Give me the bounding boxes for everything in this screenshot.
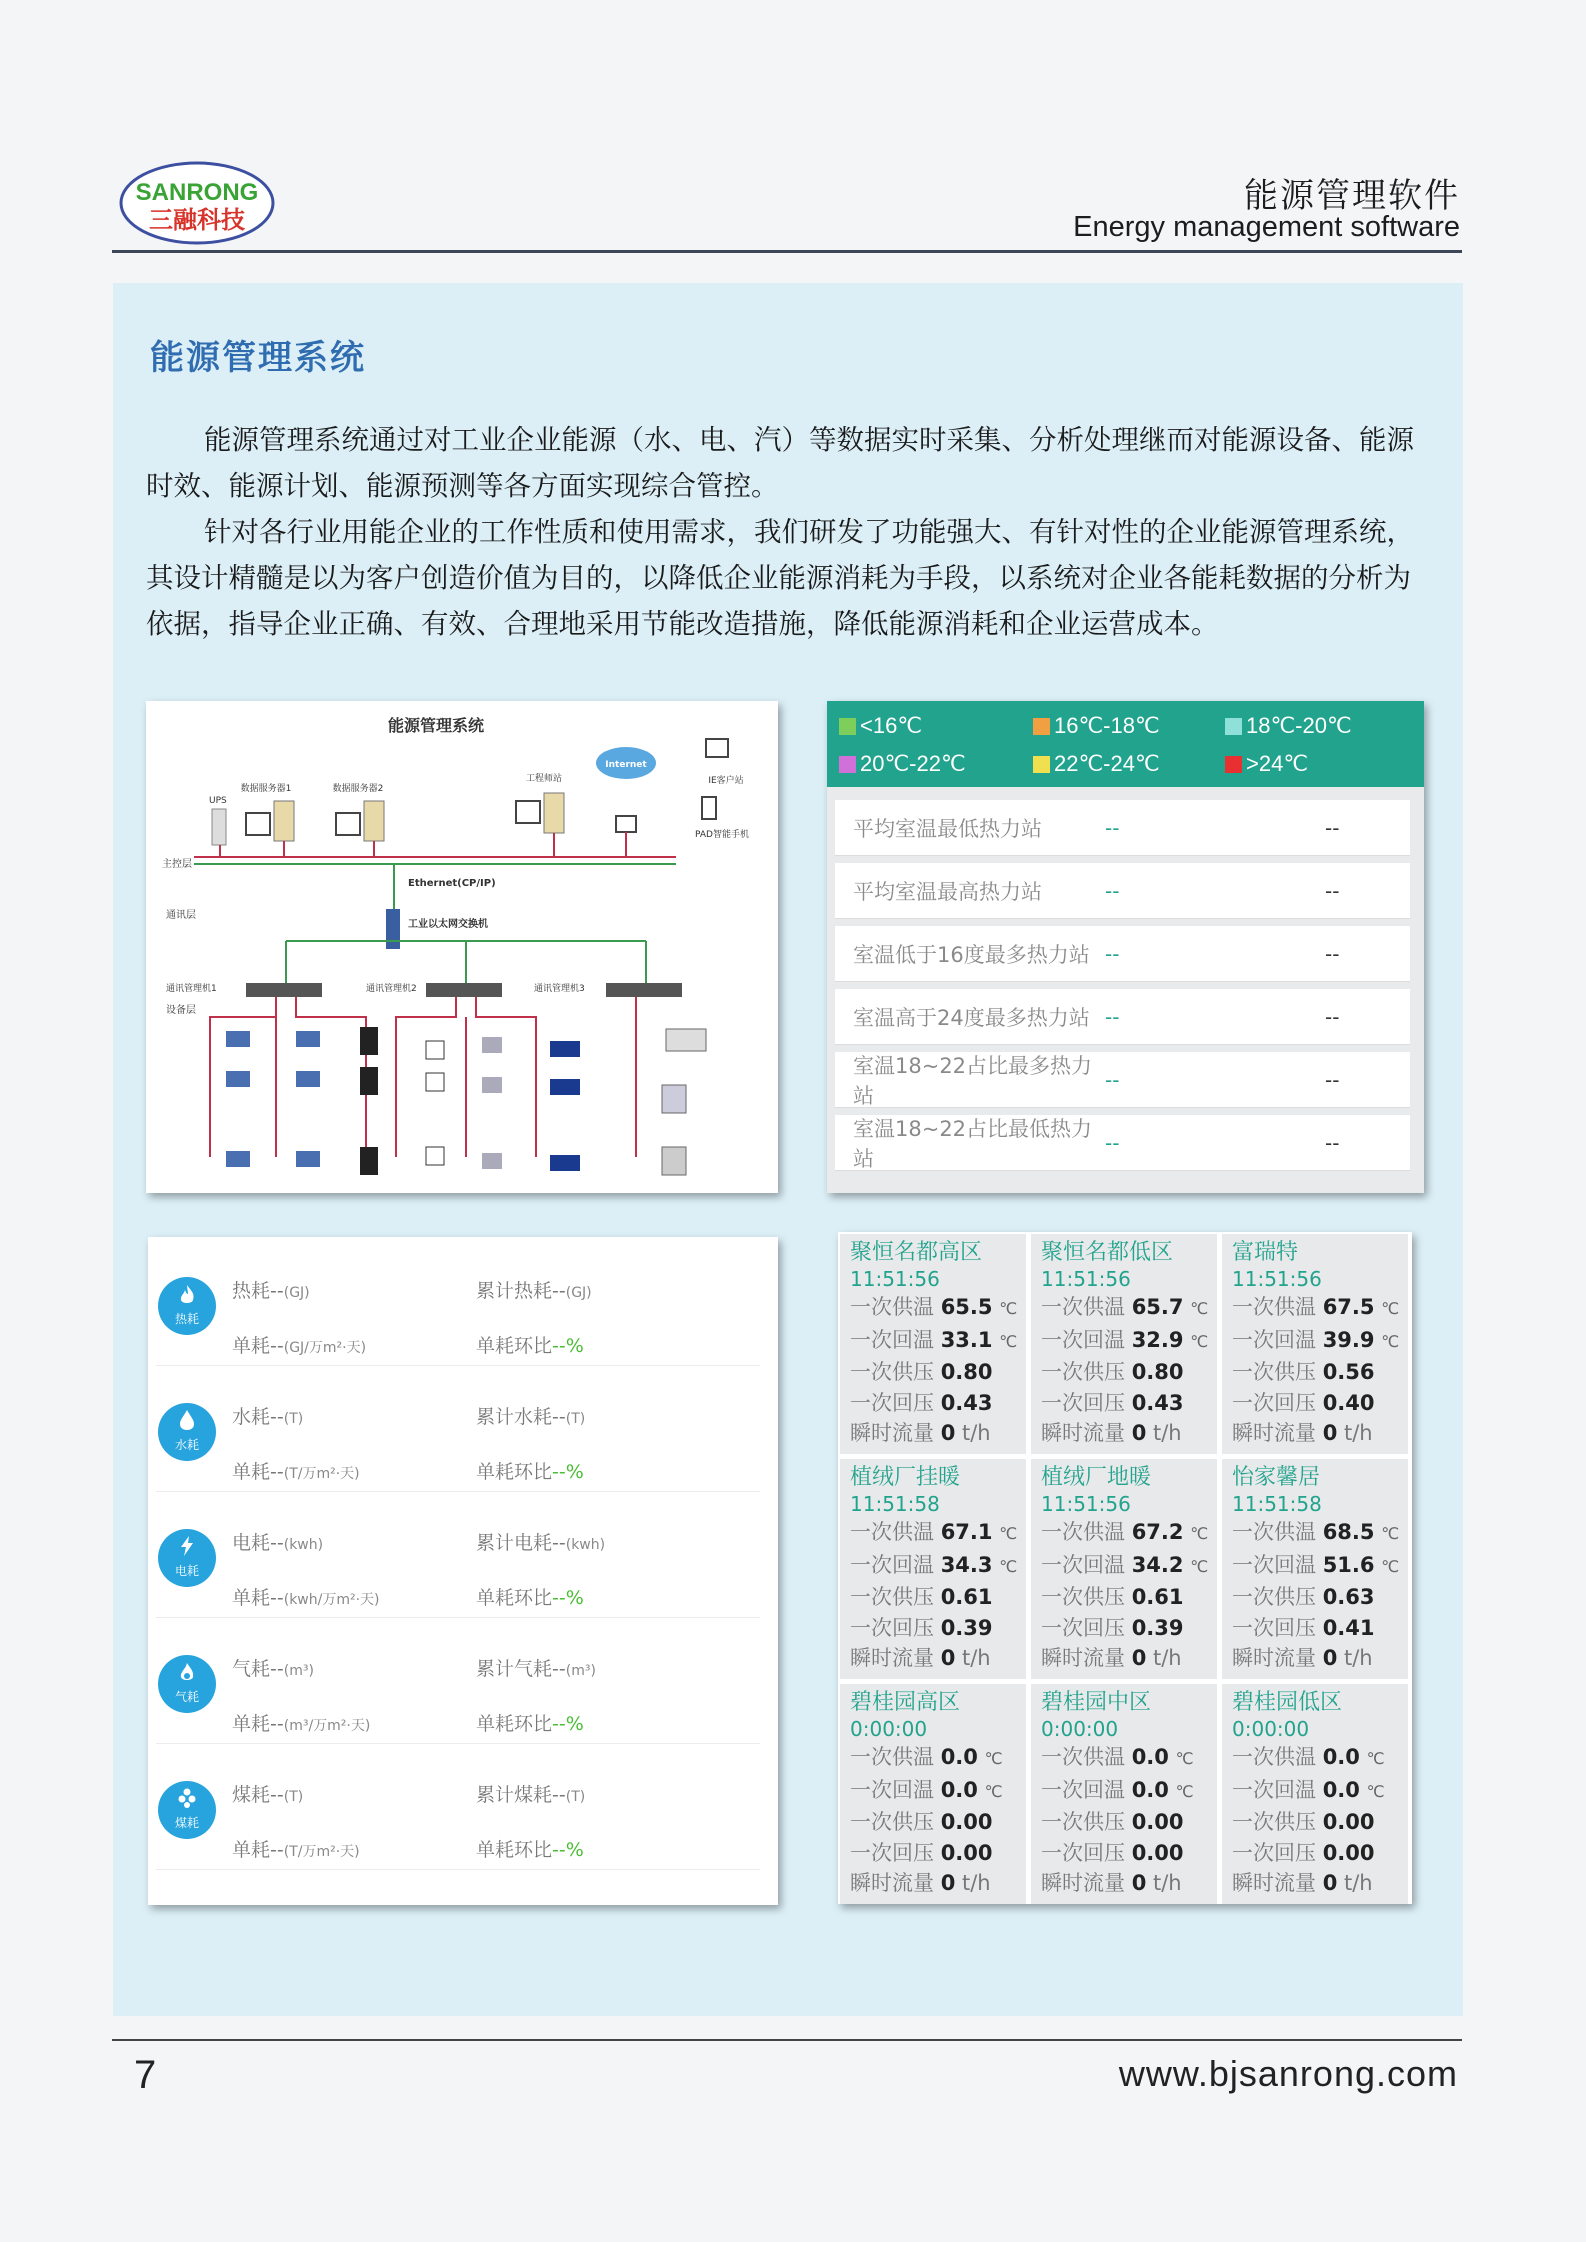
temp-stat-value: -- xyxy=(1105,941,1120,966)
temp-stat-row xyxy=(835,926,1410,982)
station-name: 聚恒名都低区 xyxy=(1041,1240,1174,1265)
supply-pressure: 一次供压 0.63 xyxy=(1232,1585,1375,1609)
station-time: 11:51:56 xyxy=(1232,1267,1322,1291)
ups-label: UPS xyxy=(209,796,227,806)
logo-text-cn: 三融科技 xyxy=(149,206,245,234)
intro-text xyxy=(146,417,1436,647)
instant-flow: 瞬时流量 0 t/h xyxy=(1232,1646,1373,1670)
supply-pressure: 一次供压 0.00 xyxy=(1232,1810,1375,1834)
temp-stat-name: 室温低于16度最多热力站 xyxy=(853,942,1090,967)
return-pressure: 一次回压 0.41 xyxy=(1232,1615,1375,1640)
legend-swatch xyxy=(1225,718,1242,735)
legend-label: >24℃ xyxy=(1246,751,1309,776)
temp-stat-name: 室温18~22占比最多热力站 xyxy=(853,1053,1093,1108)
legend-label: 18℃-20℃ xyxy=(1246,713,1352,738)
icon-label: 水耗 xyxy=(174,1438,199,1452)
legend-item xyxy=(839,713,922,739)
supply-temp: 一次供温 67.1 ℃ xyxy=(850,1520,1018,1544)
consumption-ratio: 单耗环比--% xyxy=(476,1713,584,1735)
comm-manager-3-icon xyxy=(606,983,682,997)
legend-item xyxy=(1225,713,1352,739)
temp-stat-name: 室温18~22占比最低热力站 xyxy=(853,1116,1093,1171)
return-temp: 一次回温 39.9 ℃ xyxy=(1232,1327,1400,1352)
temp-stat-row xyxy=(835,800,1410,856)
section-title: 能源管理系统 xyxy=(150,338,366,378)
instant-flow: 瞬时流量 0 t/h xyxy=(850,1646,991,1670)
page-number: 7 xyxy=(134,2053,157,2097)
station-card[interactable] xyxy=(840,1684,1026,1904)
station-time: 0:00:00 xyxy=(1232,1717,1310,1741)
network-diagram xyxy=(146,701,778,1193)
lightning-icon xyxy=(158,1529,216,1587)
consumption-name: 煤耗--(T) xyxy=(232,1784,304,1806)
temperature-legend xyxy=(827,701,1424,787)
legend-swatch xyxy=(839,756,856,773)
engineer-station-icon xyxy=(516,793,564,833)
return-temp: 一次回温 0.0 ℃ xyxy=(1232,1777,1385,1802)
icon-label: 电耗 xyxy=(174,1564,199,1578)
return-temp: 一次回温 33.1 ℃ xyxy=(850,1327,1018,1352)
consumption-name: 电耗--(kwh) xyxy=(232,1532,324,1554)
supply-temp: 一次供温 65.5 ℃ xyxy=(850,1295,1018,1319)
header-title-en: Energy management software xyxy=(1073,211,1460,243)
logo-text-en: SANRONG xyxy=(135,179,259,206)
legend-item xyxy=(1033,751,1160,777)
station-time: 11:51:58 xyxy=(850,1492,940,1516)
temp-stat-value-2: -- xyxy=(1325,941,1340,966)
supply-temp: 一次供温 0.0 ℃ xyxy=(850,1745,1003,1769)
instant-flow: 瞬时流量 0 t/h xyxy=(850,1421,991,1445)
station-card[interactable] xyxy=(1222,1234,1408,1454)
consumption-total: 累计气耗--(m³) xyxy=(476,1658,596,1680)
supply-pressure: 一次供压 0.00 xyxy=(850,1810,993,1834)
layer-comm-label: 通讯层 xyxy=(166,910,196,921)
temp-stat-value: -- xyxy=(1105,1130,1120,1155)
water-drop-icon xyxy=(158,1403,216,1461)
legend-label: 16℃-18℃ xyxy=(1054,713,1160,738)
header-divider xyxy=(112,250,1462,253)
supply-temp: 一次供温 68.5 ℃ xyxy=(1232,1520,1400,1544)
consumption-ratio: 单耗环比--% xyxy=(476,1335,584,1357)
temp-stat-row xyxy=(835,1115,1410,1171)
supply-pressure: 一次供压 0.61 xyxy=(1041,1585,1184,1609)
supply-pressure: 一次供压 0.00 xyxy=(1041,1810,1184,1834)
instant-flow: 瞬时流量 0 t/h xyxy=(1041,1646,1182,1670)
return-pressure: 一次回压 0.00 xyxy=(1232,1840,1375,1865)
ethernet-label: Ethernet(CP/IP) xyxy=(408,878,496,889)
diagram-title: 能源管理系统 xyxy=(387,716,485,735)
temp-stat-name: 室温高于24度最多热力站 xyxy=(853,1005,1090,1030)
switch-icon xyxy=(386,909,400,949)
temperature-stats-panel xyxy=(827,701,1424,1193)
temp-stat-value-2: -- xyxy=(1325,815,1340,840)
consumption-name: 水耗--(T) xyxy=(232,1406,304,1428)
instant-flow: 瞬时流量 0 t/h xyxy=(850,1871,991,1895)
return-pressure: 一次回压 0.40 xyxy=(1232,1390,1375,1415)
legend-label: 22℃-24℃ xyxy=(1054,751,1160,776)
legend-item xyxy=(1033,713,1160,739)
temp-stat-name: 平均室温最低热力站 xyxy=(853,816,1042,841)
consumption-row xyxy=(156,1745,760,1870)
temp-stat-value: -- xyxy=(1105,815,1120,840)
station-time: 11:51:58 xyxy=(1232,1492,1322,1516)
supply-pressure: 一次供压 0.80 xyxy=(1041,1360,1184,1384)
consumption-ratio: 单耗环比--% xyxy=(476,1461,584,1483)
supply-temp: 一次供温 67.5 ℃ xyxy=(1232,1295,1400,1319)
supply-temp: 一次供温 0.0 ℃ xyxy=(1041,1745,1194,1769)
station-time: 11:51:56 xyxy=(1041,1267,1131,1291)
switch-label: 工业以太网交换机 xyxy=(408,919,488,930)
consumption-ratio: 单耗环比--% xyxy=(476,1587,584,1609)
station-time: 11:51:56 xyxy=(1041,1492,1131,1516)
temp-stat-value: -- xyxy=(1105,1067,1120,1092)
temp-stat-row xyxy=(835,1052,1410,1108)
icon-label: 热耗 xyxy=(174,1312,199,1326)
temp-stat-value-2: -- xyxy=(1325,1004,1340,1029)
temp-stat-value-2: -- xyxy=(1325,878,1340,903)
intro-paragraph-1: 能源管理系统通过对工业企业能源（水、电、汽）等数据实时采集、分析处理继而对能源设备、能源时效、能源计划、能源预测等各方面实现综合管控。 xyxy=(146,424,1414,502)
header-title-cn: 能源管理软件 xyxy=(1244,176,1460,216)
supply-pressure: 一次供压 0.61 xyxy=(850,1585,993,1609)
return-pressure: 一次回压 0.43 xyxy=(850,1390,993,1415)
comm-manager-1-icon xyxy=(246,983,322,997)
temp-stat-value-2: -- xyxy=(1325,1067,1340,1092)
return-pressure: 一次回压 0.00 xyxy=(850,1840,993,1865)
consumption-name: 热耗--(GJ) xyxy=(232,1280,310,1302)
station-name: 碧桂园低区 xyxy=(1232,1690,1343,1715)
engineer-station-label: 工程师站 xyxy=(525,774,563,784)
station-card[interactable] xyxy=(1031,1459,1217,1679)
ie-client-label: IE客户站 xyxy=(708,776,744,786)
consumption-per-unit: 单耗--(kwh/万m²·天) xyxy=(232,1587,380,1609)
supply-temp: 一次供温 67.2 ℃ xyxy=(1041,1520,1209,1544)
return-pressure: 一次回压 0.39 xyxy=(1041,1615,1184,1640)
supply-temp: 一次供温 65.7 ℃ xyxy=(1041,1295,1209,1319)
gas-icon xyxy=(158,1655,216,1713)
temp-stat-value: -- xyxy=(1105,878,1120,903)
db1-label: 数据服务器1 xyxy=(240,784,292,794)
station-time: 0:00:00 xyxy=(850,1717,928,1741)
consumption-total: 累计热耗--(GJ) xyxy=(476,1280,592,1302)
legend-item xyxy=(1225,751,1308,777)
supply-temp: 一次供温 0.0 ℃ xyxy=(1232,1745,1385,1769)
instant-flow: 瞬时流量 0 t/h xyxy=(1232,1871,1373,1895)
instant-flow: 瞬时流量 0 t/h xyxy=(1232,1421,1373,1445)
station-name: 怡家馨居 xyxy=(1232,1465,1321,1490)
consumption-row xyxy=(156,1241,760,1366)
station-card[interactable] xyxy=(1222,1459,1408,1679)
station-name: 聚恒名都高区 xyxy=(850,1240,983,1265)
return-temp: 一次回温 0.0 ℃ xyxy=(1041,1777,1194,1802)
pad-icon xyxy=(702,797,716,819)
temp-stat-value-2: -- xyxy=(1325,1130,1340,1155)
legend-swatch xyxy=(1033,718,1050,735)
station-name: 植绒厂挂暖 xyxy=(850,1465,961,1490)
mgr2-label: 通讯管理机2 xyxy=(366,984,417,994)
instant-flow: 瞬时流量 0 t/h xyxy=(1041,1871,1182,1895)
station-card[interactable] xyxy=(840,1459,1026,1679)
temp-stat-name: 平均室温最高热力站 xyxy=(853,879,1042,904)
legend-swatch xyxy=(1225,756,1242,773)
temp-stat-row xyxy=(835,863,1410,919)
consumption-row xyxy=(156,1493,760,1618)
temp-stat-value: -- xyxy=(1105,1004,1120,1029)
consumption-ratio: 单耗环比--% xyxy=(476,1839,584,1861)
comm-manager-2-icon xyxy=(426,983,502,997)
consumption-per-unit: 单耗--(GJ/万m²·天) xyxy=(232,1335,367,1357)
laptop-icon xyxy=(616,816,636,832)
consumption-row xyxy=(156,1619,760,1744)
legend-swatch xyxy=(1033,756,1050,773)
consumption-name: 气耗--(m³) xyxy=(232,1658,314,1680)
footer-divider xyxy=(112,2039,1462,2041)
station-card[interactable] xyxy=(840,1234,1026,1454)
instant-flow: 瞬时流量 0 t/h xyxy=(1041,1421,1182,1445)
consumption-per-unit: 单耗--(m³/万m²·天) xyxy=(232,1713,371,1735)
station-card[interactable] xyxy=(1031,1234,1217,1454)
station-name: 富瑞特 xyxy=(1232,1240,1299,1265)
layer-main-label: 主控层 xyxy=(162,859,192,870)
icon-label: 气耗 xyxy=(174,1690,199,1704)
return-temp: 一次回温 51.6 ℃ xyxy=(1232,1552,1400,1577)
return-temp: 一次回温 32.9 ℃ xyxy=(1041,1327,1209,1352)
legend-swatch xyxy=(839,718,856,735)
legend-item xyxy=(839,751,966,777)
db2-label: 数据服务器2 xyxy=(332,784,384,794)
legend-label: <16℃ xyxy=(860,713,923,738)
consumption-row xyxy=(156,1367,760,1492)
return-pressure: 一次回压 0.00 xyxy=(1041,1840,1184,1865)
return-pressure: 一次回压 0.43 xyxy=(1041,1390,1184,1415)
station-card[interactable] xyxy=(1031,1684,1217,1904)
consumption-per-unit: 单耗--(T/万m²·天) xyxy=(232,1461,360,1483)
return-temp: 一次回温 0.0 ℃ xyxy=(850,1777,1003,1802)
coal-icon xyxy=(158,1781,216,1839)
station-time: 11:51:56 xyxy=(850,1267,940,1291)
intro-paragraph-2: 针对各行业用能企业的工作性质和使用需求，我们研发了功能强大、有针对性的企业能源管理系统，其设计精髓是以为客户创造价值为目的，以降低企业能源消耗为手段，以系统对企业各能耗数据的分析为依据，指导企业正确、有效、合理地采用节能改造措施，降低能源消耗和企业运营成本。 xyxy=(146,516,1414,640)
station-name: 植绒厂地暖 xyxy=(1041,1465,1152,1490)
station-name: 碧桂园高区 xyxy=(850,1690,961,1715)
heating-stations-panel xyxy=(838,1232,1412,1904)
mgr3-label: 通讯管理机3 xyxy=(534,984,585,994)
consumption-total: 累计煤耗--(T) xyxy=(476,1784,586,1806)
layer-dev-label: 设备层 xyxy=(166,1005,196,1016)
consumption-total: 累计水耗--(T) xyxy=(476,1406,586,1428)
station-name: 碧桂园中区 xyxy=(1041,1690,1152,1715)
mgr1-label: 通讯管理机1 xyxy=(166,984,217,994)
supply-pressure: 一次供压 0.56 xyxy=(1232,1360,1375,1384)
server-1-icon xyxy=(246,801,294,841)
flame-icon xyxy=(158,1277,216,1335)
ups-icon xyxy=(212,809,226,845)
ie-client-icon xyxy=(706,739,728,757)
return-temp: 一次回温 34.3 ℃ xyxy=(850,1552,1018,1577)
station-card[interactable] xyxy=(1222,1684,1408,1904)
server-2-icon xyxy=(336,801,384,841)
legend-label: 20℃-22℃ xyxy=(860,751,966,776)
temp-stat-row xyxy=(835,989,1410,1045)
supply-pressure: 一次供压 0.80 xyxy=(850,1360,993,1384)
pad-label: PAD智能手机 xyxy=(695,830,749,840)
website-url[interactable]: www.bjsanrong.com xyxy=(1118,2053,1458,2094)
icon-label: 煤耗 xyxy=(174,1816,199,1830)
consumption-per-unit: 单耗--(T/万m²·天) xyxy=(232,1839,360,1861)
return-pressure: 一次回压 0.39 xyxy=(850,1615,993,1640)
return-temp: 一次回温 34.2 ℃ xyxy=(1041,1552,1209,1577)
consumption-total: 累计电耗--(kwh) xyxy=(476,1532,606,1554)
energy-consumption-panel xyxy=(148,1237,778,1905)
company-logo xyxy=(118,160,276,246)
internet-label: Internet xyxy=(605,760,647,770)
station-time: 0:00:00 xyxy=(1041,1717,1119,1741)
